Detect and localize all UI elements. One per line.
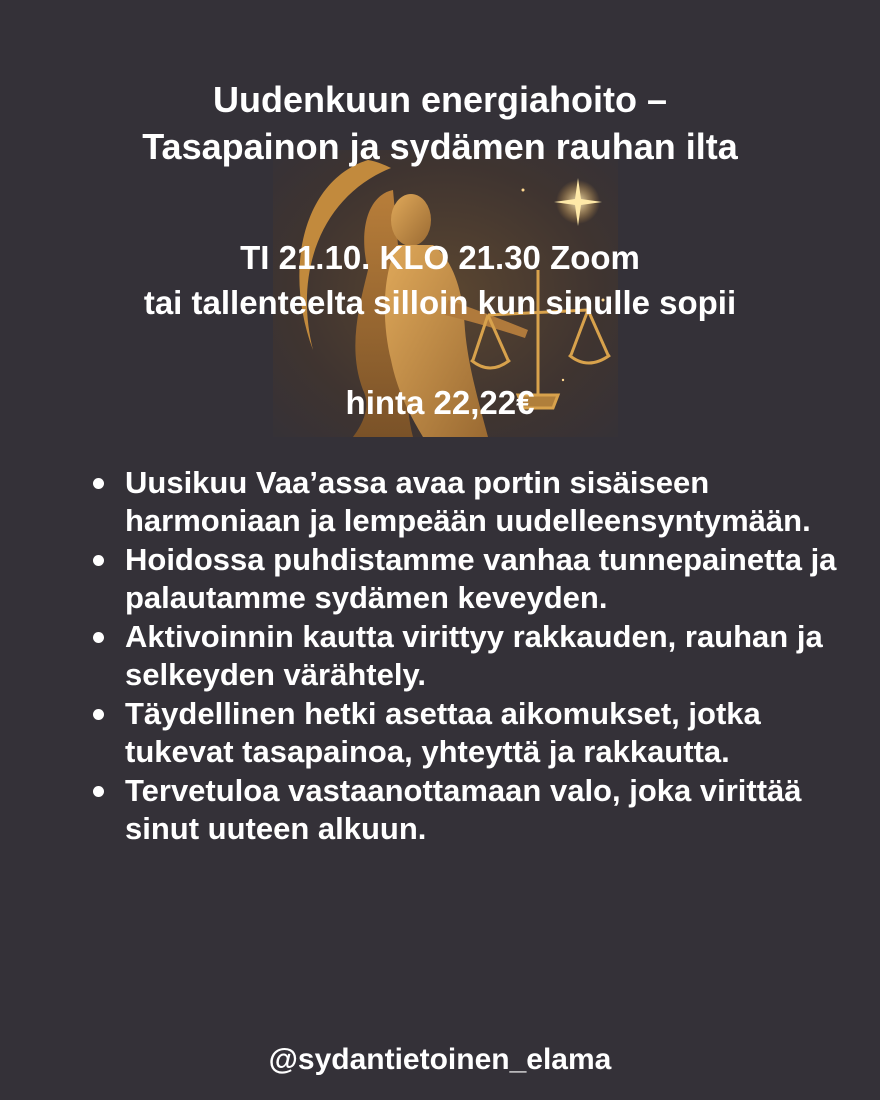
bullet-icon — [93, 786, 104, 797]
event-recording-note: tai tallenteelta silloin kun sinulle sopii — [143, 284, 737, 321]
title-line-2: Tasapainon ja sydämen rauhan ilta — [142, 126, 738, 167]
title-line-1: Uudenkuun energiahoito – — [212, 79, 668, 120]
page-title — [0, 76, 880, 170]
list-item-text: Täydellinen hetki asettaa aikomukset, jotka tukevat tasapainoa, yhteyttä ja rakkautta. — [125, 696, 761, 769]
event-details — [0, 235, 880, 325]
list-item — [93, 541, 853, 617]
list-item — [93, 464, 853, 540]
list-item — [93, 618, 853, 694]
list-item-text: Tervetuloa vastaanottamaan valo, joka virittää sinut uuteen alkuun. — [125, 773, 802, 846]
bullet-icon — [93, 478, 104, 489]
price-label: hinta 22,22€ — [345, 384, 535, 421]
list-item-text: Aktivoinnin kautta virittyy rakkauden, rauhan ja selkeyden värähtely. — [125, 619, 823, 692]
list-item-text: Hoidossa puhdistamme vanhaa tunnepainetta ja palautamme sydämen keveyden. — [125, 542, 837, 615]
list-item-text: Uusikuu Vaa’assa avaa portin sisäiseen harmoniaan ja lempeään uudelleensyntymään. — [125, 465, 811, 538]
list-item — [93, 695, 853, 771]
list-item — [93, 772, 853, 848]
benefits-list — [93, 464, 853, 849]
instagram-handle: @sydantietoinen_elama — [268, 1043, 612, 1076]
bullet-icon — [93, 555, 104, 566]
bullet-icon — [93, 632, 104, 643]
event-datetime: TI 21.10. KLO 21.30 Zoom — [240, 239, 640, 276]
bullet-icon — [93, 709, 104, 720]
